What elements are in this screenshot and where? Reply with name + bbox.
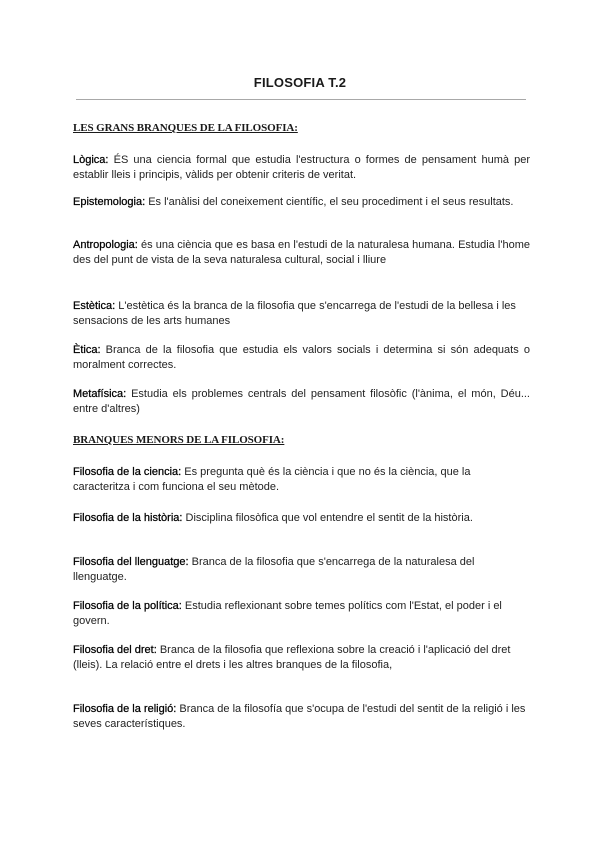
- entry-logica: [73, 153, 530, 183]
- entry-definition: és una ciència que es basa en l'estudi de la naturalesa humana. Estudia l'home des del punt de vista de la seva naturalesa cultural, social i lliure: [73, 239, 530, 266]
- entry-term: Filosofia de la religió:: [73, 703, 177, 715]
- entry-term: Epistemologia:: [73, 196, 146, 208]
- entry-term: Filosofia de la ciencia:: [73, 466, 182, 478]
- entry-filosofia-dret: [73, 643, 530, 673]
- entry-definition: ÉS una ciencia formal que estudia l'estructura o formes de pensament humà per establir lleis i principis, vàlids per obtenir criteris de veritat.: [73, 154, 530, 181]
- entry-term: Antropologia:: [73, 239, 138, 251]
- major-branches-heading: LES GRANS BRANQUES DE LA FILOSOFIA:: [73, 122, 298, 134]
- entry-term: Ètica:: [73, 344, 101, 356]
- entry-definition: Branca de la filosofía que s'ocupa de l'estudi del sentit de la religió i les seves característiques.: [73, 703, 526, 730]
- entry-metafisica: [73, 387, 530, 417]
- entry-antropologia: [73, 238, 530, 268]
- entry-definition: Branca de la filosofia que s'encarrega de la naturalesa del llenguatge.: [73, 556, 475, 583]
- entry-definition: Branca de la filosofia que reflexiona sobre la creació i l'aplicació del dret (lleis). La relació entre el drets i les altres branques de la filosofia,: [73, 644, 511, 671]
- entry-term: Lògica:: [73, 154, 109, 166]
- entry-filosofia-religio: [73, 702, 530, 732]
- entry-term: Metafísica:: [73, 388, 127, 400]
- entry-filosofia-historia: [73, 511, 530, 526]
- entry-term: Filosofia de la política:: [73, 600, 182, 612]
- entry-definition: Estudia els problemes centrals del pensament filosòfic (l'ànima, el món, Déu... entre d'altres): [73, 388, 530, 415]
- entry-filosofia-politica: [73, 599, 530, 629]
- document-title: FILOSOFIA T.2: [253, 75, 347, 90]
- entry-epistemologia: [73, 195, 530, 210]
- minor-branches-heading: BRANQUES MENORS DE LA FILOSOFIA:: [73, 434, 285, 446]
- entry-term: Filosofia del llenguatge:: [73, 556, 189, 568]
- entry-term: Filosofia de la història:: [73, 512, 183, 524]
- entry-filosofia-ciencia: [73, 465, 530, 495]
- title-divider: [76, 99, 526, 100]
- entry-definition: Estudia reflexionant sobre temes polítics com l'Estat, el poder i el govern.: [73, 600, 502, 627]
- entry-definition: Disciplina filosòfica que vol entendre el sentit de la història.: [182, 512, 473, 524]
- entry-term: Filosofia del dret:: [73, 644, 157, 656]
- entry-estetica: [73, 299, 530, 329]
- entry-definition: Branca de la filosofia que estudia els valors socials i determina si són adequats o moralment correctes.: [73, 344, 530, 371]
- entry-definition: L'estètica és la branca de la filosofia que s'encarrega de l'estudi de la bellesa i les sensacions de les arts humanes: [73, 300, 516, 327]
- entry-term: Estètica:: [73, 300, 116, 312]
- entry-filosofia-llenguatge: [73, 555, 530, 585]
- entry-etica: [73, 343, 530, 373]
- entry-definition: Es pregunta què és la ciència i que no és la ciència, que la caracteritza i com funciona el seu mètode.: [73, 466, 471, 493]
- entry-definition: Es l'anàlisi del coneixement científic, el seu procediment i el seus resultats.: [145, 196, 514, 208]
